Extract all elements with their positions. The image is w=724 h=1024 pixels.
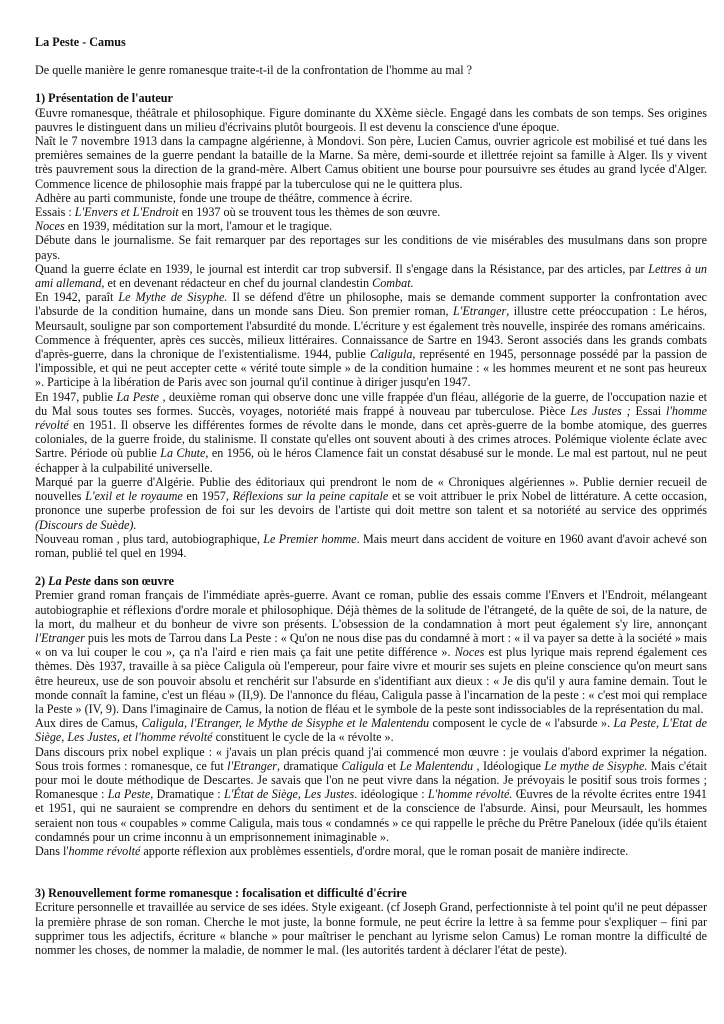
paragraph: [35, 844, 707, 858]
text-run: Quand la guerre éclate en 1939, le journal est interdit car trop subversif. Il s'engage dans la Résistance, par des articles, par: [35, 261, 649, 276]
section-2: [35, 574, 707, 858]
italic-title-text: Noces: [35, 219, 65, 234]
paragraph: [35, 716, 707, 744]
paragraph: [35, 134, 707, 191]
text-run: Ecriture personnelle et travaillée au service de ses idées. Style exigeant. (cf Joseph Grand, perfectionniste à tel point qu'il ne peut dépasser la première phrase de son roman. Cherche le mot juste, la bonne formule, ne peut écrire la lettre à sa femme pour s'expliquer – fini par supprimer tous les adjectifs, écriture « blanche » pour maîtriser le penchant au lyrisme selon Camus) Le roman montre la difficulté de nommer les choses, de nommer la maladie, de nommer le mal. (les autorités tardent à déclarer l'état de peste).: [35, 900, 707, 957]
italic-title-text: Le mythe de Sisyphe.: [544, 758, 648, 773]
paragraph: [35, 233, 707, 261]
text-run: dans son œuvre: [90, 574, 175, 589]
document-title: La Peste - Camus: [35, 35, 126, 49]
italic-title-text: (Discours de Suède).: [35, 517, 137, 532]
text-run: et: [383, 758, 400, 773]
section-1-body: [35, 106, 707, 561]
paragraph: [35, 219, 707, 233]
text-run: en 1956, où le héros Clamence fait un constat désabusé sur le monde. Le mal est partout, nul ne peut échapper à la culpabilité universelle.: [35, 446, 707, 475]
text-run: puis les mots de Tarrou dans La Peste : « Qu'on ne nous dise pas du condamné à mort : « il va payer sa dette à la société » mais « on va lui couper le cou », ça n'a l'aird e rien mais ça fait une petite différence ».: [35, 630, 707, 660]
text-run: Œuvre romanesque, théâtrale et philosophique. Figure dominante du XXème siècle. Engagé dans les combats de son temps. Ses origines pauvres le distinguent dans un milieu d'écrivains plutôt bourgeois. Il est devenu la conscience d'une époque.: [35, 105, 707, 134]
paragraph: [35, 191, 707, 205]
section-2-heading: [35, 574, 707, 588]
text-run: Dans l': [35, 843, 69, 858]
text-run: , illustre cette préoccupation : Le héros, Meursault, souligne par son comportement l'absurdité du monde. L'écriture y est également très nouvelle, inspirée des romans américains.: [35, 304, 708, 333]
text-run: Essai: [630, 403, 666, 418]
text-run: apporte réflexion aux problèmes essentiels, d'ordre moral, que le roman posait de manière indirecte.: [140, 843, 629, 858]
italic-title-text: homme révolté: [68, 843, 141, 858]
paragraph: [35, 290, 707, 333]
italic-title-text: Le Malentendu: [399, 758, 474, 773]
italic-title-text: Combat.: [372, 276, 414, 291]
paragraph: [35, 532, 707, 560]
italic-title-text: l'homme révolté: [35, 403, 707, 433]
italic-title-text: Caligula: [341, 758, 384, 773]
italic-title-text: Réflexions sur la peine capitale: [232, 489, 389, 504]
italic-title-text: La Peste, L'Etat de Siège, Les Justes, et l'homme révolté: [35, 716, 708, 745]
text-run: Adhère au parti communiste, fonde une troupe de théâtre, commence à écrire.: [35, 190, 413, 205]
italic-title-text: L'homme révolté.: [427, 787, 513, 802]
paragraph: [35, 262, 707, 290]
italic-title-text: La Chute,: [160, 446, 209, 461]
text-run: Dramatique :: [153, 787, 224, 802]
text-run: . idéologique :: [354, 787, 428, 802]
text-run: représenté en 1945, personnage possédé par la passion de l'impossible, et qui ne peut accepter cette « vérité toute simple » de la condition humaine : « les hommes meurent et ne sont pas heureux ». Participe à la libération de Paris avec son journal qu'il continue à diriger jusqu'en 1947.: [35, 347, 707, 390]
text-run: et se voit attribuer le prix Nobel de littérature. A cette occasion, prononce une superbe profession de foi sur les devoirs de l'artiste qui doit mettre son talent et sa notoriété au service des opprimés: [35, 489, 707, 518]
text-run: Commence à fréquenter, après ces succès, milieux littéraires. Connaissance de Sartre en 1943. Seront associés dans les grands combats d'après-guerre, dans la chronique de l'existentialisme. 1944, publie: [35, 332, 707, 362]
italic-title-text: L'Envers et L'Endroit: [74, 205, 179, 220]
italic-title-text: l'Etranger: [227, 758, 277, 773]
italic-title-text: L'exil et le royaume: [85, 489, 183, 504]
text-run: . Mais meurt dans accident de voiture en 1960 avant d'avoir achevé son roman, publié tel quel en 1994.: [35, 531, 708, 560]
text-run: Marqué par la guerre d'Algérie. Publie des éditoriaux qui prendront le nom de « Chroniques algériennes ». Publie dernier recueil de nouvelles: [35, 474, 707, 504]
text-run: Naît le 7 novembre 1913 dans la campagne algérienne, à Mondovi. Son père, Lucien Camus, ouvrier agricole est mobilisé et tué dans les premières semaines de la guerre pendant la bataille de la Marne. Sa mère, demi-sourde et illettrée rejoint sa famille à Alger. Ils y vivent très pauvrement sous la direction de la grand-mère. Albert Camus obitient une bourse pour poursuivre ses études au grand lycée d'Alger. Commence licence de philosophie mais frappé par la tuberculose qui ne le quittera plus.: [35, 134, 707, 191]
paragraph: [35, 333, 707, 390]
paragraph: [35, 390, 707, 475]
text-run: Mais c'était pour moi le doute méthodique de Descartes. Je savais que l'on ne peut vivre dans la négation. Je prévoyais le positif sous trois formes ; Romanesque :: [35, 758, 707, 802]
text-run: , dramatique: [276, 758, 342, 773]
section-3: [35, 886, 707, 957]
italic-title-text: La Peste: [48, 574, 91, 589]
italic-title-text: Le Premier homme: [263, 531, 357, 546]
text-run: en 1939, méditation sur la mort, l'amour et le tragique.: [64, 219, 333, 234]
italic-title-text: La Peste: [116, 389, 160, 404]
paragraph: [35, 475, 707, 532]
italic-title-text: L'Etranger: [453, 304, 507, 319]
italic-title-text: Les Justes ;: [570, 403, 631, 418]
text-run: Œuvres de la révolte écrites entre 1941 et 1951, qui ne sauraient se comprendre en dehors du sentiment et de la conscience de l'absurde. Ainsi, pour Meursault, les hommes seraient non tous « coupables » comme Caligula, mais tous « condamnés » ce qui rappelle le prêche du Prêtre Paneloux (idée qu'ils étaient condamnés pour un crime inconnu à un emprisonnement inimaginable ».: [35, 787, 708, 844]
italic-title-text: Caligula, l'Etranger, le Mythe de Sisyphe et le Malentendu: [141, 716, 430, 731]
text-run: Il se défend d'être un philosophe, mais se demande comment supporter la confrontation avec l'absurde de la condition humaine, dans un monde sans Dieu. Son premier roman,: [35, 290, 707, 319]
text-run: Débute dans le journalisme. Se fait remarquer par des reportages sur les conditions de vie misérables des musulmans dans son propre pays.: [35, 233, 707, 262]
text-run: Aux dires de Camus,: [35, 716, 142, 731]
paragraph: [35, 900, 707, 957]
italic-title-text: L'État de Siège, Les Justes: [223, 787, 355, 802]
text-run: en 1957,: [182, 489, 233, 504]
section-2-body: [35, 588, 707, 858]
text-run: 2): [35, 574, 49, 589]
text-run: Premier grand roman français de l'immédiate après-guerre. Avant ce roman, publie des essais comme l'Envers et l'Endroit, mélangeant autobiographie et réflexions d'ordre morale et philosophique. Déjà thèmes de la solitude de l'étrangeté, de la quête de soi, de la nature, de la mort, du malheur et du bonheur de vivre son présents. L'obsession de la condamnation à mort peut également s'y lire, annonçant: [35, 588, 707, 631]
text-run: Dans discours prix nobel explique : « j'avais un plan précis quand j'ai commencé mon œuvre : je voulais d'abord exprimer la négation. Sous trois formes : romanesque, ce fut: [35, 744, 707, 773]
paragraph: [35, 205, 707, 219]
section-1-heading: 1) Présentation de l'auteur: [35, 91, 173, 106]
text-run: En 1942, paraît: [35, 290, 119, 305]
document-question: De quelle manière le genre romanesque traite-t-il de la confrontation de l'homme au mal ?: [35, 63, 473, 78]
section-1: [35, 91, 707, 560]
section-3-body: [35, 900, 707, 957]
italic-title-text: l'Etranger: [35, 630, 85, 645]
italic-title-text: La Peste,: [107, 787, 154, 802]
italic-title-text: Lettres à un ami allemand,: [35, 261, 707, 291]
text-run: Essais :: [35, 205, 75, 220]
italic-title-text: Noces: [454, 645, 485, 660]
section-3-heading: 3) Renouvellement forme romanesque : focalisation et difficulté d'écrire: [35, 886, 407, 901]
text-run: et en devenant rédacteur en chef du journal clandestin: [104, 276, 373, 291]
italic-title-text: Le Mythe de Sisyphe.: [118, 290, 228, 305]
text-run: , Idéologique: [473, 758, 545, 773]
text-run: composent le cycle de « l'absurde ».: [429, 716, 614, 731]
text-run: est plus lyrique mais reprend également ces thèmes. Dès 1937, travaille à sa pièce Caligula où l'empereur, pour faire vivre et mourir ses sujets en pleine conscience qu'on meurt sans être heureux, use de son pouvoir absolu et renchérit sur l'absurde en s'identifiant aux dieux : « Je dis qu'il y aura famine demain. Tout le monde connaît la famine, c'est un fléau » (II,9). De l'annonce du fléau, Caligula passe à l'incarnation de la peste : « c'est moi qui remplace la Peste » (IV, 9). Dans l'imaginaire de Camus, la notion de fléau et le symbole de la peste sont indissociables de la représentation du mal.: [35, 645, 707, 716]
text-run: Nouveau roman , plus tard, autobiographique,: [35, 531, 264, 546]
text-run: constituent le cycle de la « révolte ».: [212, 730, 394, 745]
text-run: en 1937 où se trouvent tous les thèmes de son œuvre.: [178, 205, 441, 220]
paragraph: [35, 588, 707, 716]
text-run: En 1947, publie: [35, 389, 117, 404]
paragraph: [35, 106, 707, 134]
text-run: en 1951. Il observe les différentes formes de révolte dans le monde, dans cet après-guerre de la bombe atomique, des guerres coloniales, de la guerre froide, du stalinisme. Il constate qu'elles ont souvent abouti à des crimes atroces. Polémique violente éclate avec Sartre. Période où publie: [35, 418, 707, 461]
text-run: , deuxième roman qui observe donc une ville frappée d'un fléau, allégorie de la guerre, de l'occupation nazie et du Mal sous toutes ses formes. Succès, voyages, notoriété mais frappé à nouveau par tuberculose. Pièce: [35, 389, 708, 418]
paragraph: [35, 745, 707, 844]
italic-title-text: Caligula,: [369, 347, 416, 362]
